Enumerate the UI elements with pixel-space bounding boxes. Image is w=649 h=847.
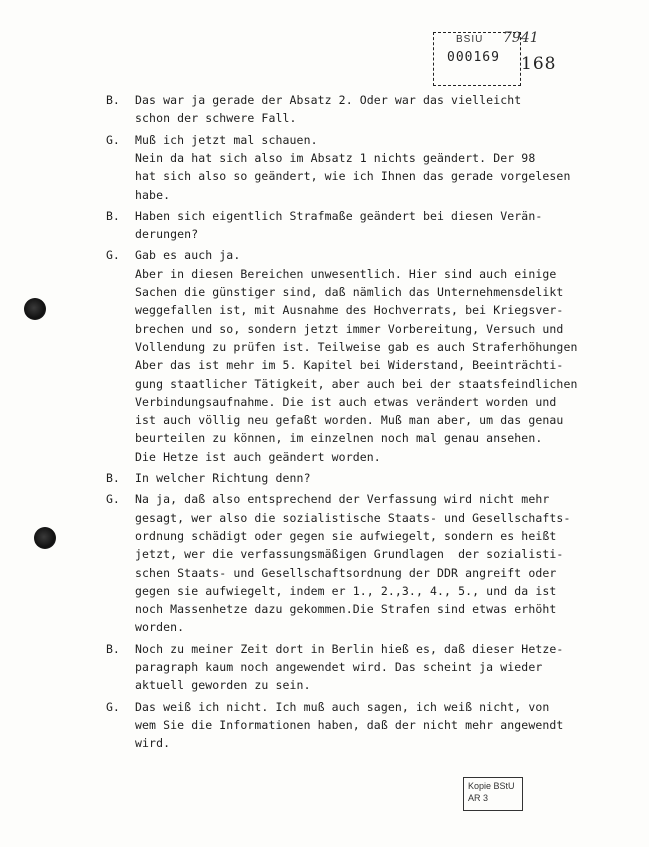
transcript-line: jetzt, wer die verfassungsmäßigen Grundlagen der sozialisti-: [135, 547, 564, 562]
transcript-line: Vollendung zu prüfen ist. Teilweise gab es auch Straferhöhungen: [135, 339, 578, 354]
transcript-line: Nein da hat sich also im Absatz 1 nichts geändert. Der 98: [135, 150, 536, 165]
punch-hole-icon: [24, 298, 46, 320]
transcript-line: schon der schwere Fall.: [135, 111, 297, 126]
speaker-label: B.: [106, 93, 120, 107]
transcript-line: gung staatlicher Tätigkeit, aber auch bei der staatsfeindlichen: [135, 376, 578, 391]
transcript-line: aktuell geworden zu sein.: [135, 678, 311, 693]
transcript-line: gegen sie aufwiegelt, indem er 1., 2.,3., 4., 5., und da ist: [135, 583, 557, 598]
page-number: 168: [521, 54, 557, 74]
transcript-line: Gab es auch ja.: [135, 248, 241, 263]
speaker-label: G.: [106, 492, 120, 507]
speaker-label: B.: [106, 641, 120, 656]
copy-stamp-line: Kopie BStU: [468, 781, 515, 791]
archive-stamp-label: BSIU: [456, 34, 484, 45]
transcript-line: beurteilen zu können, im einzelnen noch mal genau ansehen.: [135, 431, 543, 446]
transcript-line: noch Massenhetze dazu gekommen.Die Strafen sind etwas erhöht: [135, 602, 557, 617]
handwritten-note: 7941: [503, 30, 539, 46]
transcript-line: Noch zu meiner Zeit dort in Berlin hieß es, daß dieser Hetze-: [135, 641, 564, 656]
transcript-line: Das war ja gerade der Absatz 2. Oder war das vielleicht: [135, 93, 522, 107]
transcript-line: Muß ich jetzt mal schauen.: [135, 132, 318, 147]
transcript-line: derungen?: [135, 227, 199, 242]
transcript-line: ist auch völlig neu gefaßt worden. Muß man aber, um das genau: [135, 413, 564, 428]
speaker-label: B.: [106, 471, 120, 485]
transcript-line: Aber das ist mehr im 5. Kapitel bei Widerstand, Beeinträchti-: [135, 358, 564, 373]
transcript-line: wem Sie die Informationen haben, daß der nicht mehr angewendt: [135, 717, 564, 732]
transcript-line: hat sich also so geändert, wie ich Ihnen das gerade vorgelesen: [135, 169, 571, 184]
transcript-line: habe.: [135, 187, 171, 202]
transcript-line: Sachen die günstiger sind, daß nämlich das Unternehmensdelikt: [135, 285, 564, 299]
transcript-line: Haben sich eigentlich Strafmaße geändert bei diesen Verän-: [135, 208, 543, 223]
transcript-line: gesagt, wer also die sozialistische Staats- und Gesellschafts-: [135, 510, 571, 525]
transcript-line: In welcher Richtung denn?: [135, 471, 311, 485]
transcript-line: schen Staats- und Gesellschaftsordnung der DDR angreift oder: [135, 565, 557, 580]
transcript-line: paragraph kaum noch angewendet wird. Das scheint ja wieder: [135, 660, 543, 674]
transcript-line: Na ja, daß also entsprechend der Verfassung wird nicht mehr: [135, 492, 550, 507]
transcript-line: Aber in diesen Bereichen unwesentlich. Hier sind auch einige: [135, 266, 557, 281]
transcript-line: Das weiß ich nicht. Ich muß auch sagen, ich weiß nicht, von: [135, 699, 550, 714]
transcript-line: brechen und so, sondern jetzt immer Vorbereitung, Versuch und: [135, 321, 564, 336]
copy-stamp: [463, 777, 523, 811]
punch-hole-icon: [34, 527, 56, 549]
speaker-label: G.: [106, 132, 120, 147]
transcript-line: Verbindungsaufnahme. Die ist auch etwas verändert worden und: [135, 394, 557, 409]
transcript-line: ordnung schädigt oder gegen sie aufwiegelt, sondern es heißt: [135, 528, 557, 543]
speaker-label: G.: [106, 248, 120, 263]
archive-stamp-number: 000169: [447, 50, 500, 65]
transcript-line: worden.: [135, 620, 185, 635]
transcript-line: weggefallen ist, mit Ausnahme des Hochverrats, bei Kriegsver-: [135, 303, 564, 318]
speaker-label: G.: [106, 699, 120, 714]
copy-stamp-line: AR 3: [468, 793, 489, 803]
transcript-line: wird.: [135, 736, 171, 751]
speaker-label: B.: [106, 208, 120, 223]
transcript-line: Die Hetze ist auch geändert worden.: [135, 449, 381, 464]
